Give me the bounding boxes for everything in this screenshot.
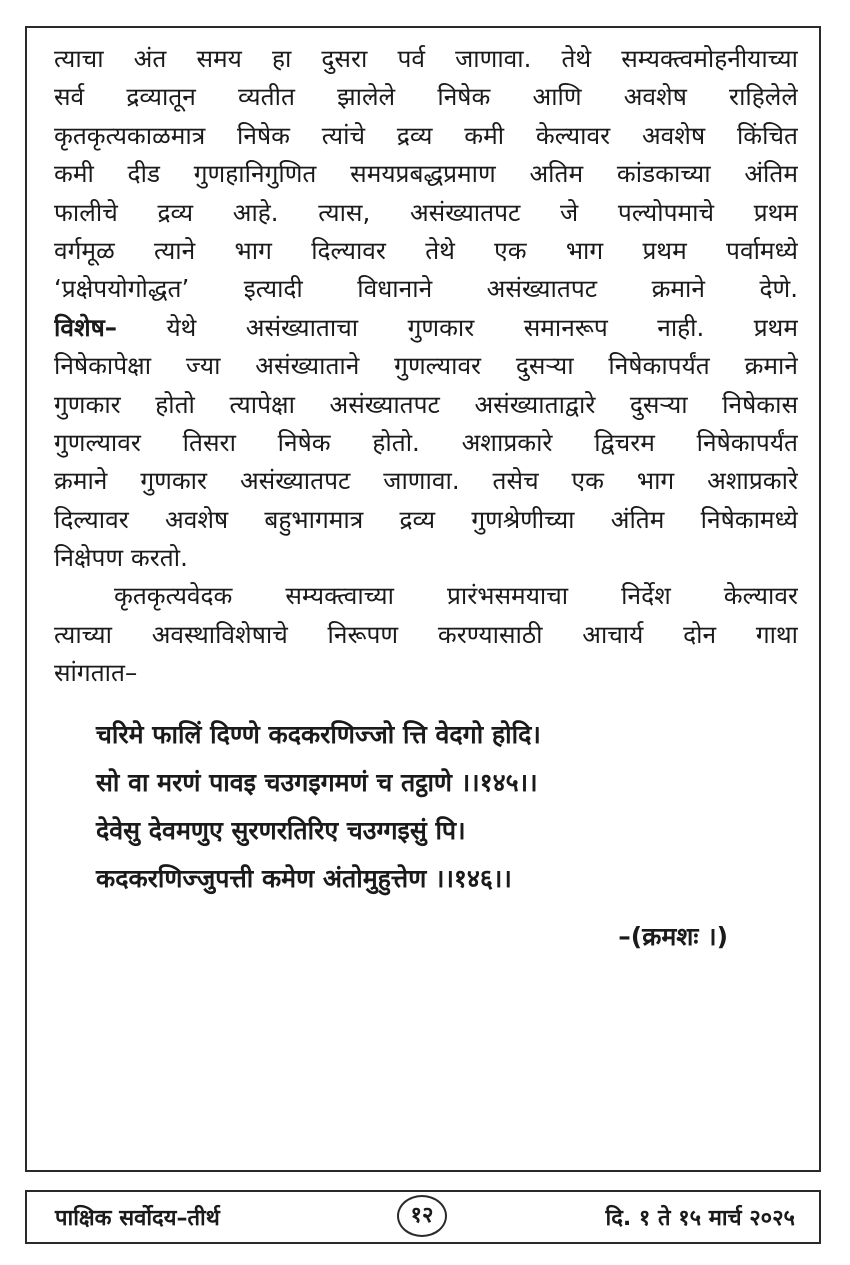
vishesh-label: विशेष– [54, 312, 118, 342]
footer-bar [25, 1190, 821, 1244]
paragraph-3 [54, 577, 798, 692]
text-line: सर्व द्रव्यातून व्यतीत झालेले निषेक आणि अवशेष राहिलेले [54, 82, 798, 112]
page-content [54, 40, 798, 957]
verse-line: चरिमे फालिं दिण्णे कदकरणिज्जो त्ति वेदगो होदि। [96, 719, 541, 749]
continued-note: –(क्रमशः ।) [618, 921, 728, 951]
verse-line: देवेसु देवमणुए सुरणरतिरिए चउग्गइसुं पि। [96, 815, 466, 845]
paragraph-vishesh [54, 309, 798, 578]
text-line: ‘प्रक्षेपयोगोद्धत’ इत्यादी विधानाने असंख्यातपट क्रमाने देणे. [54, 274, 798, 304]
text-line: कृतकृत्यकाळमात्र निषेक त्यांचे द्रव्य कमी केल्यावर अवशेष किंचित [54, 120, 798, 150]
text-line: वर्गमूळ त्याने भाग दिल्यावर तेथे एक भाग प्रथम पर्वामध्ये [54, 235, 798, 265]
text-line: त्याच्या अवस्थाविशेषाचे निरूपण करण्यासाठी आचार्य दोन गाथा [54, 619, 798, 649]
text-line: त्याचा अंत समय हा दुसरा पर्व जाणावा. तेथे सम्यक्त्वमोहनीयाच्या [54, 44, 798, 73]
text-line: कमी दीड गुणहानिगुणित समयप्रबद्धप्रमाण अतिम कांडकाच्या अंतिम [54, 159, 798, 189]
text-line: कृतकृत्यवेदक सम्यक्त्वाच्या प्रारंभसमयाचा निर्देश केल्यावर [114, 581, 798, 611]
vishesh-first-text: येथे असंख्याताचा गुणकार समानरूप नाही. प्रथम [117, 312, 798, 342]
text-line: क्रमाने गुणकार असंख्यातपट जाणावा. तसेच एक भाग अशाप्रकारे [54, 466, 798, 496]
text-line: निक्षेपण करतो. [54, 543, 188, 573]
page-number: १२ [397, 1195, 447, 1237]
publication-name: पाक्षिक सर्वोदय–तीर्थ [55, 1206, 220, 1231]
text-line: सांगतात– [54, 658, 138, 688]
text-line: दिल्यावर अवशेष बहुभागमात्र द्रव्य गुणश्रेणीच्या अंतिम निषेकामध्ये [54, 504, 798, 534]
text-line: गुणल्यावर तिसरा निषेक होतो. अशाप्रकारे द्विचरम निषेकापर्यंत [54, 427, 798, 457]
gatha-verses [54, 711, 798, 903]
text-line: फालीचे द्रव्य आहे. त्यास, असंख्यातपट जे पल्योपमाचे प्रथम [54, 197, 798, 227]
paragraph-1 [54, 40, 798, 309]
text-line: गुणकार होतो त्यापेक्षा असंख्यातपट असंख्याताद्वारे दुसऱ्या निषेकास [54, 389, 798, 419]
issue-date: दि. १ ते १५ मार्च २०२५ [605, 1206, 795, 1231]
text-line: निषेकापेक्षा ज्या असंख्याताने गुणल्यावर दुसऱ्या निषेकापर्यंत क्रमाने [54, 351, 798, 381]
verse-line: सो वा मरणं पावइ चउगइगमणं च तट्ठाणे ।।१४५।। [96, 767, 538, 797]
text-line [54, 309, 798, 347]
verse-line: कदकरणिज्जुपत्ती कमेण अंतोमुहुत्तेण ।।१४६।। [96, 863, 512, 893]
